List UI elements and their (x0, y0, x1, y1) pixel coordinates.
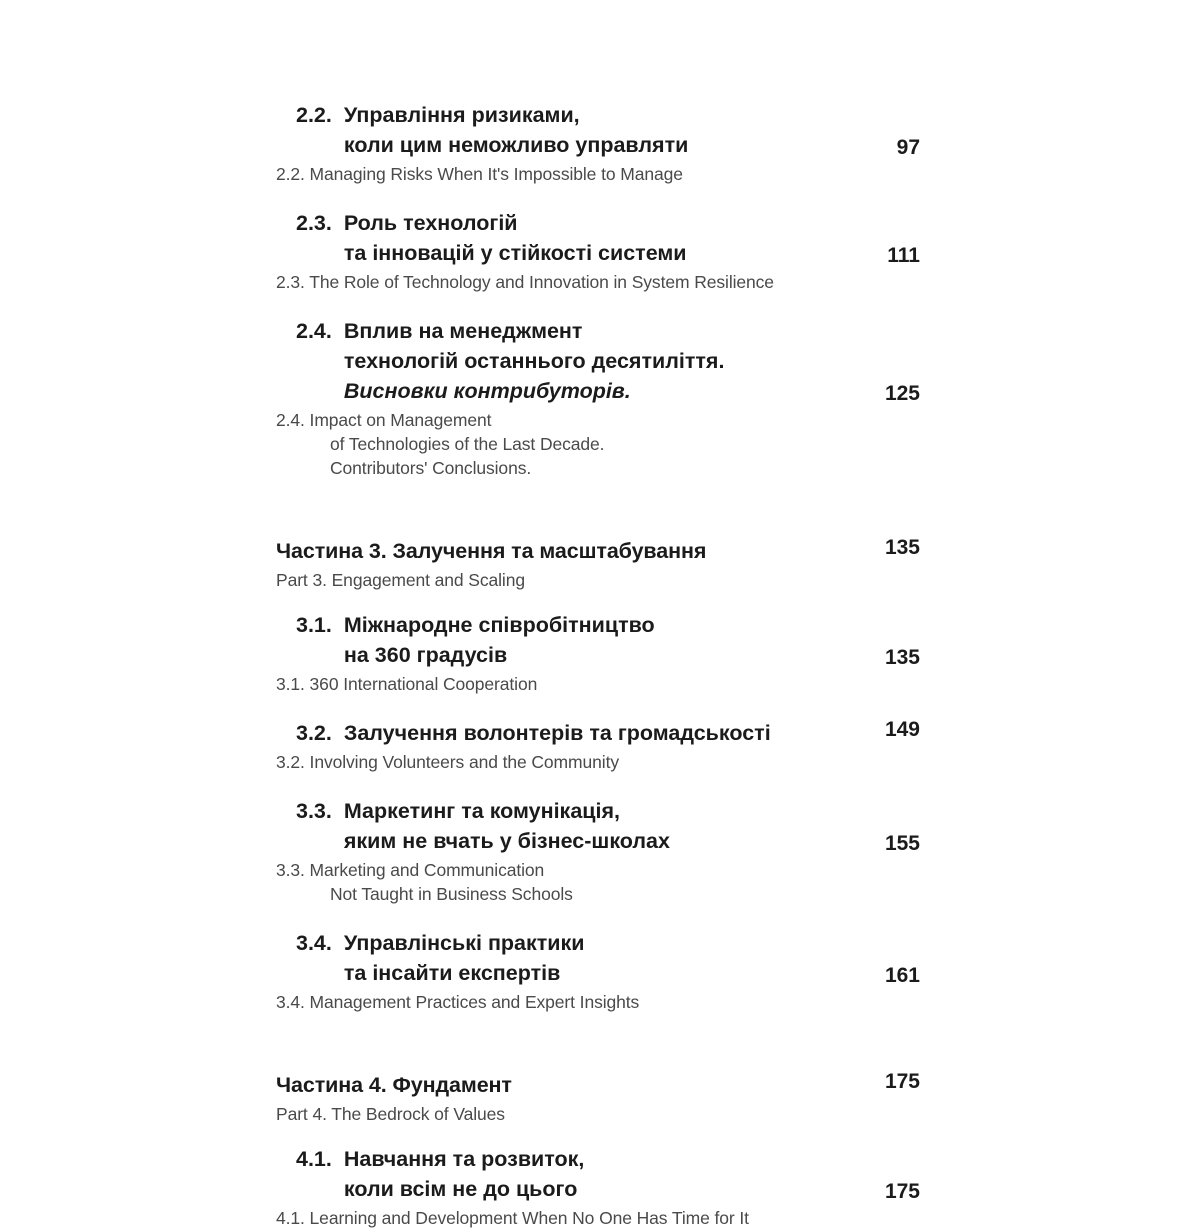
toc-entry-page-number: 155 (884, 832, 920, 855)
toc-entry-title-line-2: коли цим неможливо управляти (343, 133, 689, 157)
table-of-contents (276, 100, 920, 1230)
toc-entry-number: 2.4. (296, 319, 332, 343)
toc-entry-subtitle-line-1: Part 3. Engagement and Scaling (276, 570, 525, 590)
toc-entry-number: 2.3. (296, 211, 332, 235)
toc-entry-subtitle-en (276, 1102, 916, 1126)
toc-entry-number: 3.1. (296, 613, 332, 637)
toc-entry-subtitle-en (276, 990, 916, 1014)
toc-entry-subtitle-line-2: Not Taught in Business Schools (330, 884, 573, 904)
toc-entry-number: 3.2. (296, 721, 332, 745)
toc-entry-number: 3.4. (296, 931, 332, 955)
toc-entry-2-3[interactable] (276, 208, 920, 294)
toc-entry-4-1[interactable] (276, 1144, 920, 1230)
toc-entry-number: 3.3. (296, 799, 332, 823)
toc-entry-title-line-1: Роль технологій (343, 211, 518, 235)
toc-entry-title-line-2: технологій останнього десятиліття. (343, 349, 725, 373)
toc-entry-subtitle-line-2: of Technologies of the Last Decade. (330, 434, 605, 454)
toc-entry-subtitle-en (276, 672, 916, 696)
toc-entry-title-line-1: Вплив на менеджмент (343, 319, 583, 343)
toc-entry-3-2[interactable] (276, 718, 920, 774)
toc-entry-page-number: 135 (884, 646, 920, 669)
toc-entry-subtitle-line-3: Contributors' Conclusions. (330, 458, 532, 478)
toc-entry-2-2[interactable] (276, 100, 920, 186)
toc-entry-title-ua (296, 208, 687, 268)
toc-entry-subtitle-line-1: 2.4. Impact on Management (276, 410, 492, 430)
toc-entry-title-ua (296, 796, 670, 856)
toc-entry-3-1[interactable] (276, 610, 920, 696)
toc-entry-title-line-1: Навчання та розвиток, (343, 1147, 585, 1171)
toc-entry-subtitle-en (276, 162, 916, 186)
toc-entry-part-4[interactable] (276, 1070, 920, 1126)
toc-entry-page-number: 161 (884, 964, 920, 987)
toc-entry-title-ua (276, 1070, 512, 1100)
toc-entry-subtitle-en (276, 270, 916, 294)
toc-entry-3-4[interactable] (276, 928, 920, 1014)
toc-entry-title-line-2: коли всім не до цього (343, 1177, 578, 1201)
toc-entry-3-3[interactable] (276, 796, 920, 906)
toc-entry-subtitle-line-1: 4.1. Learning and Development When No One Has Time for It (276, 1208, 749, 1228)
toc-entry-title-line-1: Управлінські практики (343, 931, 585, 955)
toc-entry-subtitle-line-1: Part 4. The Bedrock of Values (276, 1104, 505, 1124)
toc-entry-title-line-2: на 360 градусів (343, 643, 508, 667)
toc-entry-title-ua (296, 928, 585, 988)
toc-entry-subtitle-line-1: 2.2. Managing Risks When It's Impossible to Manage (276, 164, 683, 184)
toc-entry-title-line-3: Висновки контрибуторів. (343, 379, 631, 403)
toc-entry-subtitle-en (276, 750, 916, 774)
toc-entry-title-ua (296, 718, 771, 748)
toc-entry-page-number: 97 (896, 136, 920, 159)
toc-entry-part-3[interactable] (276, 536, 920, 592)
toc-entry-subtitle-en (276, 1206, 916, 1230)
toc-entry-title-line-2: та інсайти експертів (343, 961, 561, 985)
toc-entry-title-line-1: Частина 3. Залучення та масштабування (276, 539, 707, 563)
toc-entry-subtitle-line-1: 3.4. Management Practices and Expert Insights (276, 992, 640, 1012)
toc-entry-2-4[interactable] (276, 316, 920, 480)
toc-entry-subtitle-en (276, 858, 916, 906)
toc-entry-title-line-1: Маркетинг та комунікація, (343, 799, 620, 823)
toc-entry-subtitle-en (276, 408, 916, 480)
toc-entry-page-number: 111 (887, 244, 920, 267)
toc-entry-page-number: 135 (884, 536, 920, 559)
toc-entry-page-number: 175 (884, 1070, 920, 1093)
toc-entry-title-ua (296, 1144, 584, 1204)
toc-entry-page-number: 125 (884, 382, 920, 405)
toc-entry-subtitle-en (276, 568, 916, 592)
toc-entry-page-number: 149 (884, 718, 920, 741)
toc-entry-subtitle-line-1: 3.3. Marketing and Communication (276, 860, 545, 880)
toc-entry-subtitle-line-1: 3.1. 360 International Cooperation (276, 674, 538, 694)
toc-entry-title-line-1: Частина 4. Фундамент (276, 1073, 512, 1097)
toc-entry-number: 2.2. (296, 103, 332, 127)
toc-entry-title-line-2: яким не вчать у бізнес-школах (343, 829, 670, 853)
toc-entry-title-ua (296, 100, 688, 160)
toc-entry-title-line-1: Міжнародне співробітництво (343, 613, 655, 637)
toc-entry-subtitle-line-1: 3.2. Involving Volunteers and the Community (276, 752, 619, 772)
toc-entry-title-line-2: та інновацій у стійкості системи (343, 241, 687, 265)
toc-entry-page-number: 175 (884, 1180, 920, 1203)
toc-entry-title-line-1: Залучення волонтерів та громадськості (343, 721, 771, 745)
toc-entry-title-line-1: Управління ризиками, (343, 103, 580, 127)
toc-entry-title-ua (296, 316, 724, 406)
toc-entry-number: 4.1. (296, 1147, 332, 1171)
toc-entry-subtitle-line-1: 2.3. The Role of Technology and Innovation in System Resilience (276, 272, 774, 292)
toc-entry-title-ua (276, 536, 706, 566)
toc-entry-title-ua (296, 610, 655, 670)
